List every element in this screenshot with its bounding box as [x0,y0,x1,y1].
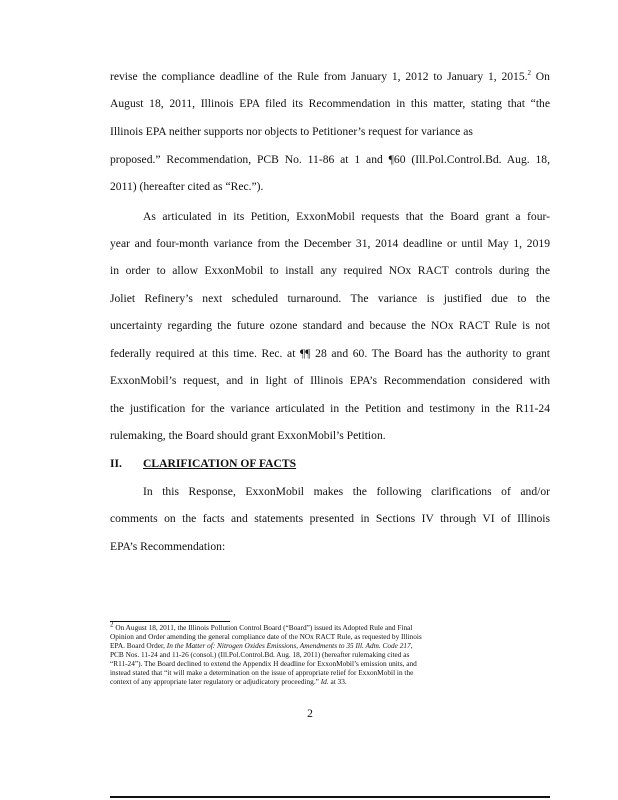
footnote-line-6: instead stated that “it will make a determination on the issue of appropriate relief for ExxonMobil in the [110,668,414,677]
body-line-1: revise the compliance deadline of the Rule from January 1, 2012 to January 1, 2015.$^2$ On [110,69,550,83]
body-line-13: the justification for the variance articulated in the Petition and testimony in the R11-24 [110,402,550,415]
footnote-marker[interactable]: 2 [527,69,532,78]
footnote-line-3: EPA. Board Order, In the Matter of: Nitrogen Oxides Emissions, Amendments to 35 Ill. Adm. Code 217, [110,641,413,650]
body-line-7: year and four-month variance from the December 31, 2014 deadline or until May 1, 2019 [110,237,550,250]
footnote-line-4: PCB Nos. 11-24 and 11-26 (consol.) (Ill.Pol.Control.Bd. Aug. 18, 2011) (hereafter rulemaking cited as [110,650,410,659]
body-line-4: proposed.” Recommendation, PCB No. 11-86 at 1 and ¶60 (Ill.Pol.Control.Bd. Aug. 18, [110,153,550,166]
section-line-2: comments on the facts and statements presented in Sections IV through VI of Illinois [110,512,550,525]
footnote-line-7: context of any appropriate later regulatory or adjudicatory proceeding.” Id. at 33. [110,677,347,686]
body-line-8: in order to allow ExxonMobil to install any required NOx RACT controls during the [110,264,550,277]
body-line-9: Joliet Refinery’s next scheduled turnaround. The variance is justified due to the [110,292,550,305]
body-line-11: federally required at this time. Rec. at ¶¶ 28 and 60. The Board has the authority to grant [110,347,550,360]
body-line-12: ExxonMobil’s request, and in light of Illinois EPA’s Recommendation considered with [110,374,550,387]
section-title: CLARIFICATION OF FACTS [143,457,297,470]
footnote-id-cite: Id. [320,677,329,686]
section-number: II. [110,457,122,470]
section-line-3: EPA’s Recommendation: [110,540,226,553]
body-line-6: As articulated in its Petition, ExxonMobil requests that the Board grant a four- [143,210,550,223]
body-line-14: rulemaking, the Board should grant ExxonMobil’s Petition. [110,429,386,442]
footnote-line-5: “R11-24”). The Board declined to extend the Appendix H deadline for ExxonMobil’s emission units, and [110,659,417,668]
footnote-line-2: Opinion and Order amending the general compliance date of the NOx RACT Rule, as requested by Illinois [110,632,422,641]
body-line-3: Illinois EPA neither supports nor objects to Petitioner’s request for variance as [110,125,473,138]
footnote-case-title: In the Matter of: Nitrogen Oxides Emissions, Amendments to 35 Ill. Adm. Code 217 [166,641,411,650]
body-line-2: August 18, 2011, Illinois EPA filed its Recommendation in this matter, stating that “the [110,97,550,110]
page-number: 2 [307,707,313,720]
footnote-line-1: $^2$ On August 18, 2011, the Illinois Pollution Control Board (“Board”) issued its Adopted Rule and Final [110,620,413,632]
body-line-5: 2011) (hereafter cited as “Rec.”). [110,180,264,193]
bottom-rule [110,796,550,798]
section-heading [110,457,550,471]
section-line-1: In this Response, ExxonMobil makes the following clarifications of and/or [143,485,550,498]
body-line-10: uncertainty regarding the future ozone standard and because the NOx RACT Rule is not [110,319,550,332]
footnote-number: 2 [110,620,114,629]
footnote-separator [110,621,230,622]
